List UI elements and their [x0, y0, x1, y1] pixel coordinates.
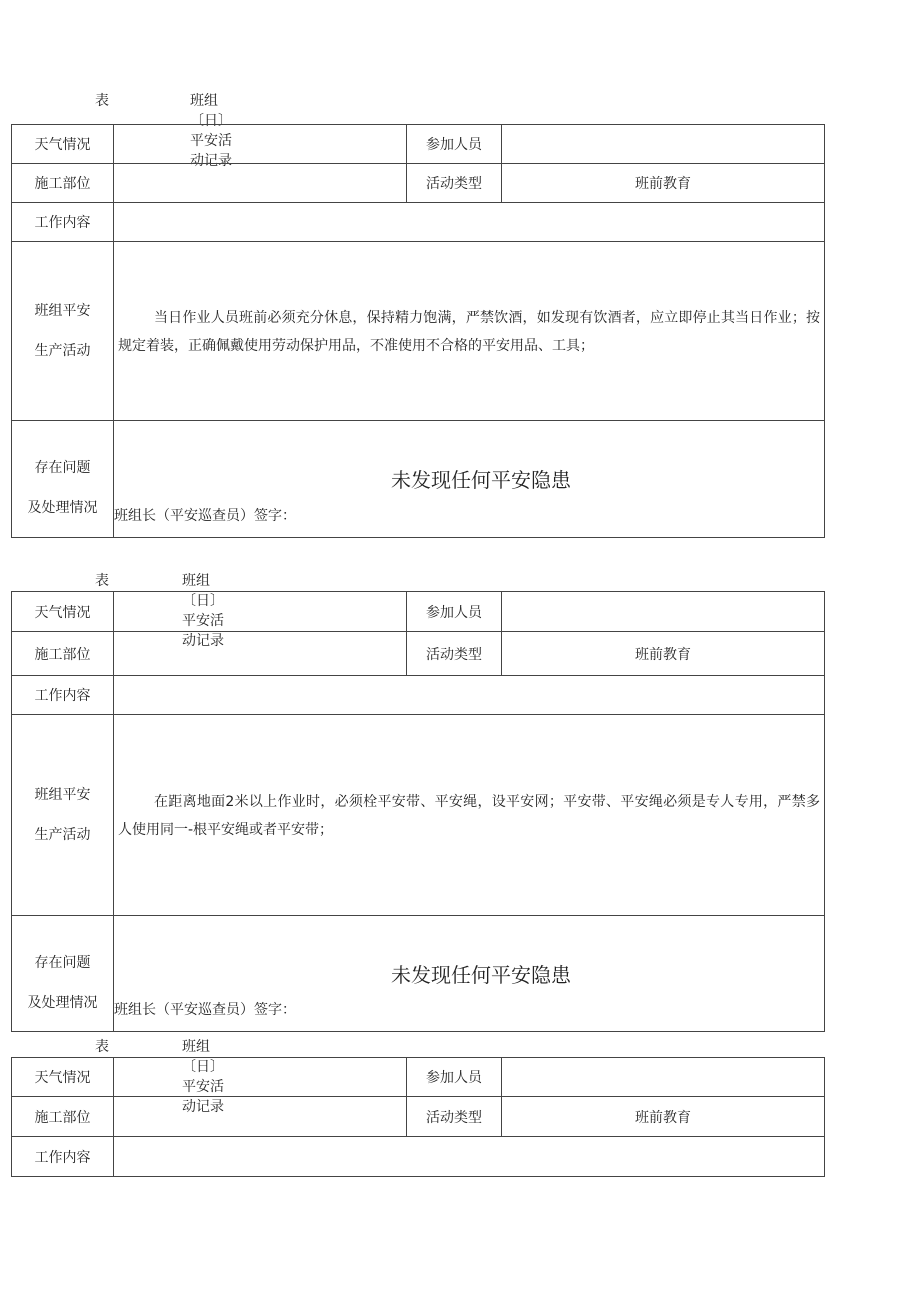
weather-field[interactable]: [114, 592, 407, 632]
caption-title: 班组〔日〕平安活动记录: [182, 1039, 224, 1115]
activity-record-table: [11, 591, 825, 1032]
issues-text: 未发现任何平安隐患: [391, 962, 571, 987]
activity-type-value[interactable]: 班前教育: [502, 632, 825, 676]
location-label: 施工部位: [12, 164, 114, 203]
signature-label: 班组长（平安巡查员）签字：: [114, 1002, 296, 1018]
activity-type-label: 活动类型: [407, 164, 502, 203]
safety-label-line2: 生产活动: [34, 343, 91, 359]
participants-field[interactable]: [502, 592, 825, 632]
caption-prefix: 表: [95, 573, 109, 589]
location-field[interactable]: [114, 1097, 407, 1137]
issues-label: [12, 916, 114, 1032]
activity-type-value[interactable]: 班前教育: [502, 164, 825, 203]
work-content-field[interactable]: [114, 676, 825, 715]
safety-activity-label: [12, 242, 114, 421]
location-field[interactable]: [114, 164, 407, 203]
safety-label-line1: 班组平安: [34, 303, 91, 319]
safety-activity-cell[interactable]: [114, 242, 825, 421]
caption-prefix: 表: [95, 1039, 109, 1055]
safety-activity-label: [12, 715, 114, 916]
activity-type-label: 活动类型: [407, 1097, 502, 1137]
safety-label-line2: 生产活动: [34, 827, 91, 843]
weather-field[interactable]: [114, 125, 407, 164]
safety-activity-cell[interactable]: [114, 715, 825, 916]
issues-cell[interactable]: [114, 916, 825, 1032]
safety-activity-text: 当日作业人员班前必须充分休息，保持精力饱满，严禁饮酒，如发现有饮酒者，应立即停止其当日作业；按规定着装，正确佩戴使用劳动保护用品，不准使用不合格的平安用品、工具；: [118, 310, 820, 354]
safety-label-line1: 班组平安: [34, 787, 91, 803]
issues-cell[interactable]: [114, 421, 825, 538]
safety-activity-text: 在距离地面2米以上作业时，必须栓平安带、平安绳，设平安网；平安带、平安绳必须是专人专用，严禁多人使用同一-根平安绳或者平安带；: [118, 794, 820, 838]
issues-label-line2: 及处理情况: [27, 994, 98, 1011]
caption-title: 班组〔日〕平安活动记录: [182, 573, 224, 649]
work-content-label: 工作内容: [12, 676, 114, 715]
weather-label: 天气情况: [12, 592, 114, 632]
participants-field[interactable]: [502, 1058, 825, 1097]
location-label: 施工部位: [12, 632, 114, 676]
weather-label: 天气情况: [12, 1058, 114, 1097]
activity-type-value[interactable]: 班前教育: [502, 1097, 825, 1137]
activity-type-label: 活动类型: [407, 632, 502, 676]
issues-text: 未发现任何平安隐患: [391, 468, 571, 492]
work-content-label: 工作内容: [12, 1137, 114, 1177]
issues-label-line2: 及处理情况: [27, 500, 98, 516]
issues-label-line1: 存在问题: [34, 460, 91, 476]
activity-record-table: [11, 124, 825, 538]
participants-label: 参加人员: [407, 592, 502, 632]
work-content-field[interactable]: [114, 1137, 825, 1177]
location-label: 施工部位: [12, 1097, 114, 1137]
signature-label: 班组长（平安巡查员）签字：: [114, 508, 296, 524]
issues-label: [12, 421, 114, 538]
location-field[interactable]: [114, 632, 407, 676]
participants-field[interactable]: [502, 125, 825, 164]
caption-title: 班组〔日〕平安活动记录: [190, 93, 232, 169]
issues-label-line1: 存在问题: [34, 954, 91, 971]
weather-label: 天气情况: [12, 125, 114, 164]
activity-record-table: [11, 1057, 825, 1177]
participants-label: 参加人员: [407, 1058, 502, 1097]
work-content-label: 工作内容: [12, 203, 114, 242]
caption-prefix: 表: [95, 93, 109, 109]
work-content-field[interactable]: [114, 203, 825, 242]
weather-field[interactable]: [114, 1058, 407, 1097]
participants-label: 参加人员: [407, 125, 502, 164]
